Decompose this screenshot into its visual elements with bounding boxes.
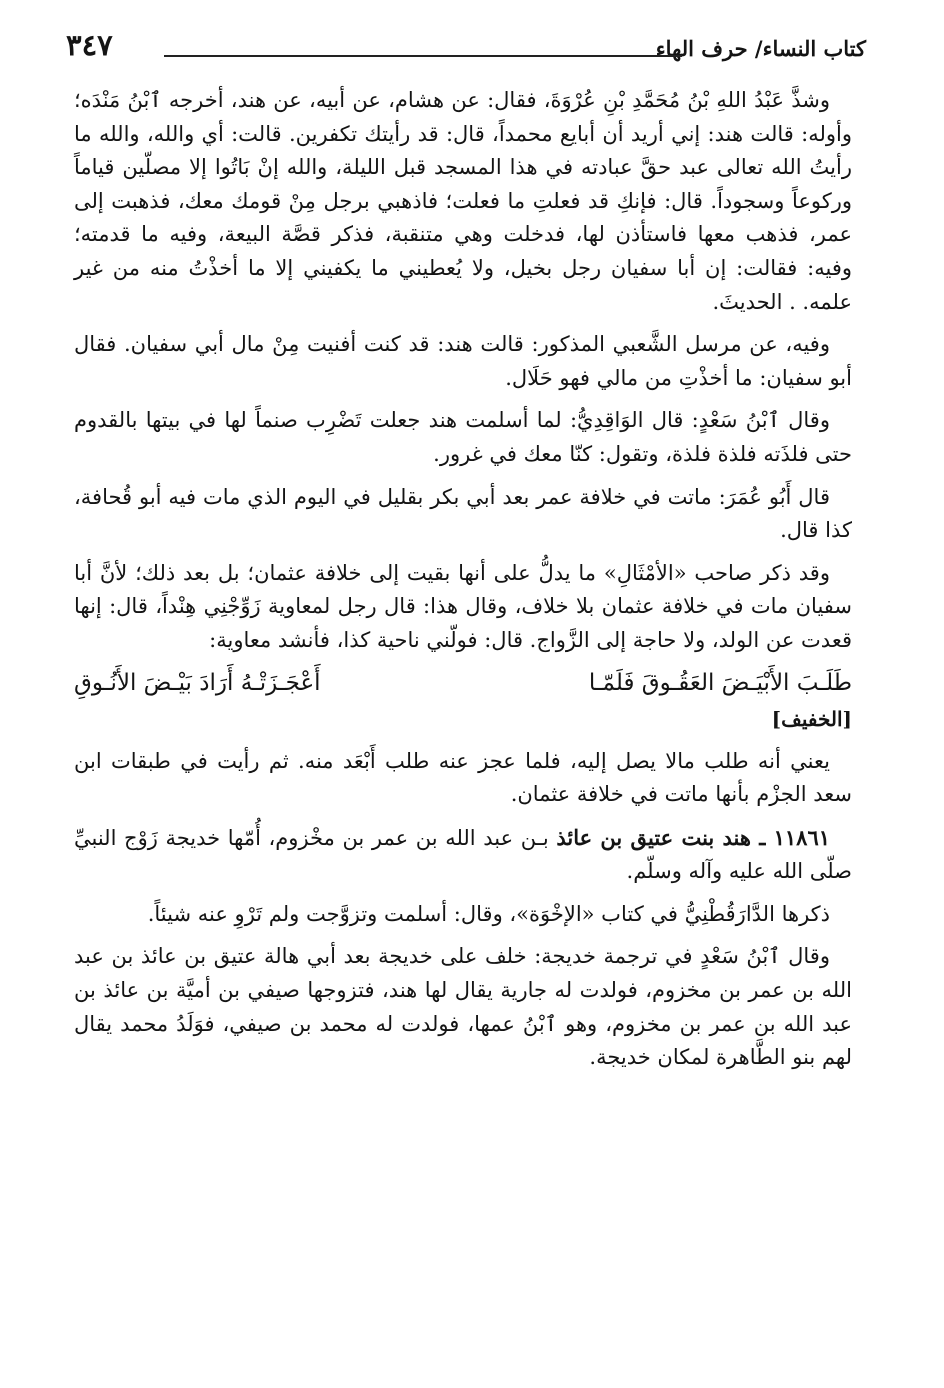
paragraph: وقال ٱبْنُ سَعْدٍ: قال الوَاقِدِيُّ: لما أسلمت هند جعلت تَضْرِب صنماً لها في بيتها بالقدوم حتى فلذَته فلذة فلذة، وتقول: كنّا معك في غرور. [74,408,852,466]
biography-entry [74,821,852,889]
paragraph: ذكرها الدَّارَقُطْنِيُّ في كتاب «الإخْوَة»، وقال: أسلمت وتزوَّجت ولم تَرْوِ عنه شيئاً. [147,901,830,926]
page-header [66,28,866,68]
header-rule [164,55,682,57]
paragraph: وقال ٱبْنُ سَعْدٍ في ترجمة خديجة: خلف على خديجة بعد أبي هالة عتيق بن عائذ بن عبد الله بن عمر بن مخزوم، فولدت له جارية يقال لها هند، فتزوجها صيفي بن أميَّة بن عائذ بن عبد الله بن عمر بن مخزوم، وهو ٱبْنُ عمها، فولدت له محمد بن صيفي، فوَلَدُ محمد يقال لهم بنو الطَّاهرة لمكان خديجة. [74,944,852,1070]
running-title: كتاب النساء/ حرف الهاء [655,36,866,61]
page-body [74,84,852,1084]
paragraph: وشذَّ عَبْدُ اللهِ بْنُ مُحَمَّدِ بْنِ عُرْوَةَ، فقال: عن هشام، عن أبيه، عن هند، أخرجه ٱبْنُ مَنْدَه؛ وأوله: قالت هند: إني أريد أن أبايع محمداً، قال: قد رأيتك تكفرين. قالت: أي والله، والله ما رأيتُ الله تعالى عبد حقَّ عبادته في هذا المسجد قبل الليلة، والله إنْ بَاتُوا إلا مصلّين قياماً وركوعاً وسجوداً. قال: فإنكِ قد فعلتِ ما فعلت؛ فاذهبي برجل مِنْ قومك معك، فذهبت إلى عمر، فذهب معها فاستأذن لها، فدخلت وهي متنقبة، فذكر قصَّة البيعة، وفيه ما قدمته؛ وفيه: فقالت: إن أبا سفيان رجل بخيل، ولا يُعطيني ما يكفيني إلا ما أخذْتُ منه من غير علمه. . الحديثَ. [74,88,852,314]
paragraph: وقد ذكر صاحب «الأمْثَالِ» ما يدلُّ على أنها بقيت إلى خلافة عثمان؛ بل بعد ذلك؛ لأنَّ أبا سفيان مات في خلافة عثمان بلا خلاف، وقال هذا: قال رجل لمعاوية زَوِّجْنِي هِنْداً، قال: إنها قعدت عن الولد، ولا حاجة إلى الزَّواج. قال: فولّني ناحية كذا، فأنشد معاوية: [74,560,852,652]
page-number: ٣٤٧ [66,28,113,62]
poem-hemistich-second: أَعْجَـزَتْـهُ أَرَادَ بَيْـضَ الأَنُـوقِ [74,669,321,696]
entry-text: بـن عبد الله بن عمر بن مخْزوم، أُمّها خديجة زَوْج النبيِّ صلّى الله عليه وآله وسلّم. [74,825,852,884]
poem-verse [74,667,852,705]
poem-meter: [الخفيف] [771,706,852,731]
paragraph: وفيه، عن مرسل الشَّعبي المذكور: قالت هند: قد كنت أفنيت مِنْ مال أبي سفيان. فقال أبو سفيان: ما أخذْتِ من مالي فهو حَلَال. [74,332,852,390]
entry-heading: ١١٨٦١ ـ هند بنت عتيق بن عائذ [556,824,831,850]
poem-hemistich-first: طَلَـبَ الأَبْيَـضَ العَقُـوقَ فَلَمّـا [588,669,852,696]
paragraph: قال أَبُو عُمَرَ: ماتت في خلافة عمر بعد أبي بكر بقليل في اليوم الذي مات فيه أبو قُحافة، كذا قال. [74,484,852,543]
paragraph: يعني أنه طلب مالا يصل إليه، فلما عجز عنه طلب أَبْعَد منه. ثم رأيت في طبقات ابن سعد الجزْم بأنها ماتت في خلافة عثمان. [74,748,852,807]
